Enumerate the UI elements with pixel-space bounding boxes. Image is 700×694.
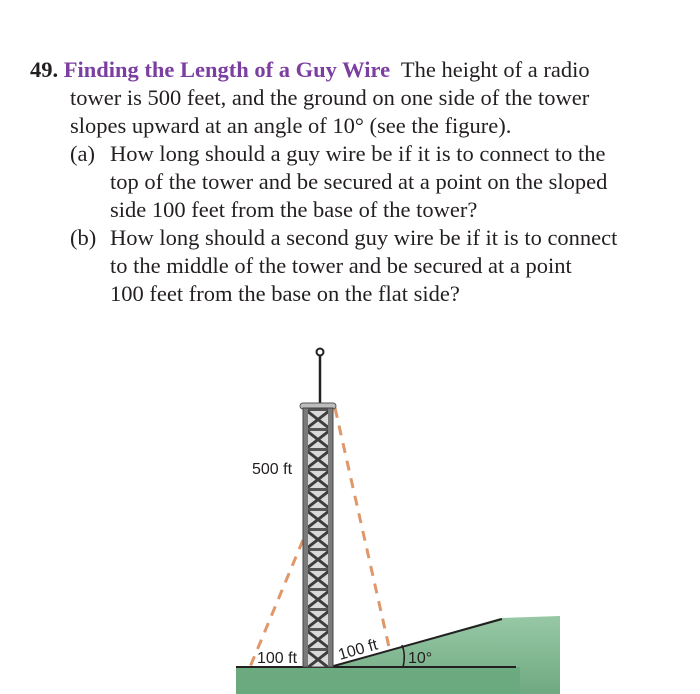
guy-wire-middle: [250, 540, 303, 667]
part-b-line-0: How long should a second guy wire be if it is to connect: [110, 225, 618, 250]
problem-number: 49.: [30, 57, 59, 82]
part-a-line-2: side 100 feet from the base of the tower?: [110, 197, 478, 222]
antenna-icon: [317, 349, 324, 405]
intro-line-0: The height of a radio: [400, 57, 590, 82]
part-b-line-2: 100 feet from the base on the flat side?: [110, 281, 460, 306]
part-a-line-1: top of the tower and be secured at a point on the sloped: [110, 169, 608, 194]
problem-title: Finding the Length of a Guy Wire: [63, 57, 391, 82]
part-a-line-0: How long should a guy wire be if it is to connect to the: [110, 141, 606, 166]
sloped-side-label: 100 ft: [336, 636, 380, 664]
guy-wire-top: [335, 408, 389, 647]
part-a-label: (a): [70, 141, 95, 166]
flat-side-label: 100 ft: [257, 650, 298, 667]
intro-line-2: slopes upward at an angle of 10° (see the figure).: [70, 113, 512, 138]
tower-height-label: 500 ft: [252, 461, 293, 478]
part-b-line-1: to the middle of the tower and be secured at a point: [110, 253, 572, 278]
angle-label: 10°: [408, 650, 433, 667]
tower-icon: [300, 403, 336, 667]
part-b-label: (b): [70, 225, 97, 250]
intro-line-1: tower is 500 feet, and the ground on one side of the tower: [70, 85, 590, 110]
